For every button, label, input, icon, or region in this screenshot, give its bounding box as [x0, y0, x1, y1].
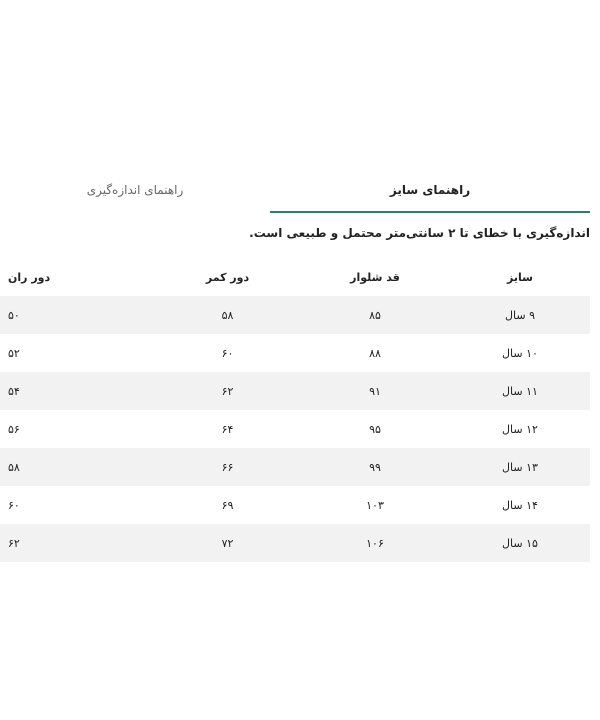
- header-size: سایز: [507, 270, 533, 284]
- cell-thigh: ۵۰: [8, 308, 20, 322]
- cell-thigh: ۵۴: [8, 384, 20, 398]
- table-row: [0, 524, 590, 562]
- table-row: [0, 372, 590, 410]
- tab-measure-guide-label: راهنمای اندازه‌گیری: [86, 183, 184, 197]
- cell-pants-length: ۸۵: [369, 308, 381, 322]
- active-tab-indicator: [270, 211, 590, 213]
- table-row: [0, 486, 590, 524]
- header-pants-length: قد شلوار: [350, 270, 400, 284]
- cell-size: ۱۱ سال: [502, 384, 538, 398]
- cell-pants-length: ۱۰۶: [366, 536, 384, 550]
- cell-thigh: ۵۲: [8, 346, 20, 360]
- tab-measure-guide[interactable]: [0, 168, 270, 212]
- table-row: [0, 448, 590, 486]
- cell-size: ۱۰ سال: [502, 346, 538, 360]
- cell-size: ۱۲ سال: [502, 422, 538, 436]
- table-row: [0, 334, 590, 372]
- header-thigh: دور ران: [8, 270, 51, 284]
- cell-thigh: ۵۶: [8, 422, 20, 436]
- size-table: [0, 258, 590, 562]
- cell-waist: ۵۸: [221, 308, 234, 322]
- cell-size: ۱۴ سال: [502, 498, 538, 512]
- header-waist: دور کمر: [205, 270, 250, 284]
- cell-size: ۱۵ سال: [502, 536, 538, 550]
- size-guide-tabs: [0, 168, 590, 214]
- table-row: [0, 410, 590, 448]
- tab-size-guide-label: راهنمای سایز: [389, 183, 471, 197]
- cell-pants-length: ۹۵: [369, 422, 381, 436]
- cell-size: ۱۳ سال: [502, 460, 538, 474]
- cell-thigh: ۶۲: [8, 536, 20, 550]
- cell-pants-length: ۸۸: [369, 346, 381, 360]
- tab-size-guide[interactable]: [270, 168, 590, 212]
- cell-thigh: ۵۸: [8, 460, 20, 474]
- measurement-note: اندازه‌گیری با خطای تا ۲ سانتی‌متر محتمل و طبیعی است.: [249, 226, 590, 240]
- cell-waist: ۶۶: [221, 460, 234, 474]
- cell-waist: ۶۹: [221, 498, 234, 512]
- cell-waist: ۶۴: [221, 422, 234, 436]
- cell-waist: ۶۰: [221, 346, 234, 360]
- cell-pants-length: ۹۱: [369, 384, 381, 398]
- cell-waist: ۷۲: [221, 536, 234, 550]
- table-row: [0, 296, 590, 334]
- cell-size: ۹ سال: [505, 308, 535, 322]
- cell-thigh: ۶۰: [8, 498, 20, 512]
- cell-pants-length: ۹۹: [369, 460, 381, 474]
- cell-pants-length: ۱۰۳: [366, 498, 384, 512]
- table-header-row: [0, 258, 590, 296]
- cell-waist: ۶۲: [221, 384, 234, 398]
